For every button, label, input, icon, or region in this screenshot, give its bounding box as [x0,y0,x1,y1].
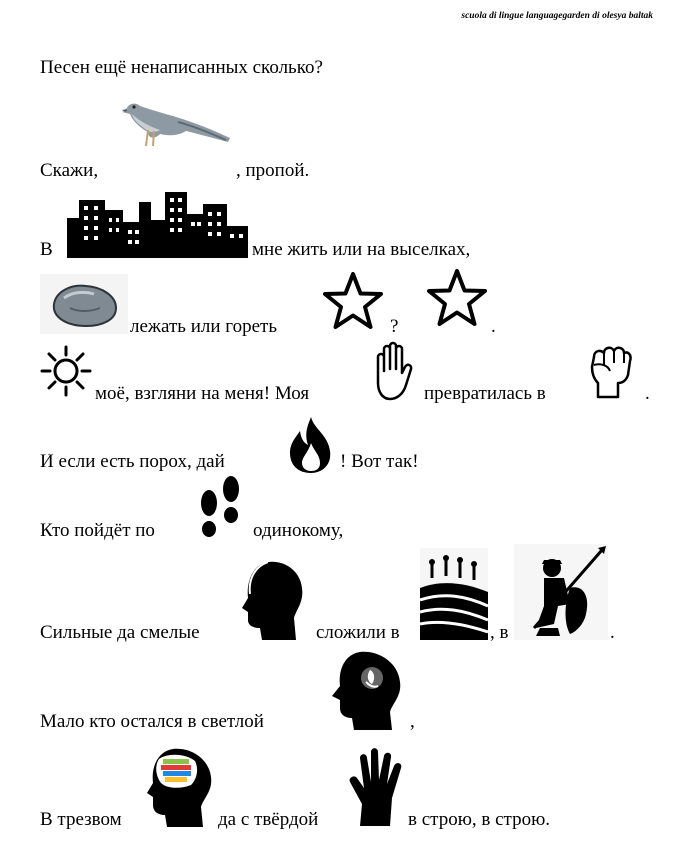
star-icon [320,271,386,331]
lyric-line-4-end: . [491,316,496,337]
lyric-line-9-end: , [410,711,415,732]
lyric-line-8-end: . [610,622,615,643]
head-light-icon [326,648,408,730]
fist-icon [584,341,636,399]
lyric-line-10-end: в строю, в строю. [408,809,551,830]
raised-hand-icon [346,748,404,826]
head-silhouette-icon [238,558,312,640]
lyric-line-10-mid: да с твёрдой [218,809,319,830]
open-hand-icon [370,341,418,403]
lyric-line-2-end: , пропой. [236,160,310,181]
lyric-line-5-start: моё, взгляни на меня! Моя [95,383,310,404]
school-header: scuola di lingue languagegarden di olesya baltak [461,11,653,21]
lyric-line-2-start: Скажи, [40,160,99,181]
lyric-line-8-comma: , в [490,622,509,643]
battlefield-icon [420,548,488,640]
city-skyline-icon [67,192,248,258]
lyric-line-5-mid: превратилась в [424,383,546,404]
lyric-line-1: Песен ещё ненаписанных сколько? [40,57,323,78]
cuckoo-bird-icon [118,98,236,158]
fire-icon [284,415,338,475]
lyric-line-6-start: И если есть порох, дай [40,451,225,472]
lyric-line-6-end: ! Вот так! [340,451,419,472]
sun-icon [40,345,92,397]
lyric-line-4-question: ? [390,316,399,337]
lyric-line-5-end: . [645,383,650,404]
lyric-line-7-end: одинокому, [253,520,344,541]
soldier-spear-icon [514,544,608,640]
footprints-icon [195,473,245,539]
lyric-line-9-start: Мало кто остался в светлой [40,711,264,732]
lyric-line-3-start: В [40,239,53,260]
lyric-line-8-start: Сильные да смелые [40,622,200,643]
lyric-line-10-start: В трезвом [40,809,122,830]
star-icon [424,268,490,328]
lyric-line-7-start: Кто пойдёт по [40,520,155,541]
head-books-icon [145,745,215,827]
lyric-line-8-mid: сложили в [316,622,400,643]
lyric-line-3-end: мне жить или на выселках, [252,239,471,260]
lyric-line-4-start: лежать или гореть [130,316,277,337]
stone-icon [40,274,128,334]
